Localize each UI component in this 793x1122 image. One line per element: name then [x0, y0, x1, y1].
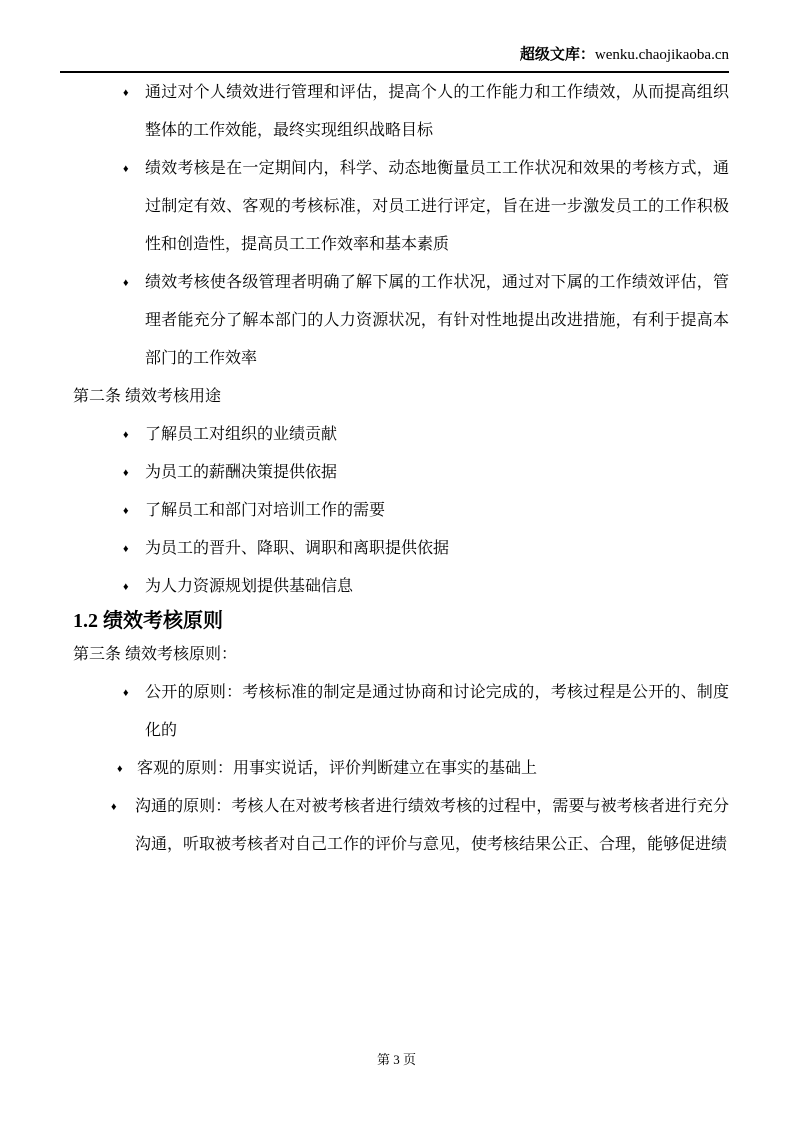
paragraph-text: 公开的原则：考核标准的制定是通过协商和讨论完成的，考核过程是公开的、制度化的 — [145, 684, 729, 739]
diamond-bullet-icon: ♦ — [123, 429, 129, 441]
page-header — [60, 44, 729, 66]
paragraph-text: 客观的原则：用事实说话，评价判断建立在事实的基础上 — [137, 760, 538, 777]
document-body — [73, 74, 729, 864]
list-item — [73, 530, 729, 568]
paragraph-text: 绩效考核使各级管理者明确了解下属的工作状况，通过对下属的工作绩效评估，管理者能充分了解本部门的人力资源状况，有针对性地提出改进措施，有利于提高本部门的工作效率 — [145, 274, 729, 367]
list-item-text: 为员工的晋升、降职、调职和离职提供依据 — [145, 540, 450, 557]
intro-bullet-paragraph — [73, 150, 729, 264]
diamond-bullet-icon: ♦ — [123, 467, 129, 479]
site-name-label: 超级文库： — [519, 46, 595, 63]
article2-heading: 第二条 绩效考核用途 — [73, 388, 222, 405]
paragraph-text: 绩效考核是在一定期间内，科学、动态地衡量员工工作状况和效果的考核方式，通过制定有效、客观的考核标准，对员工进行评定，旨在进一步激发员工的工作积极性和创造性，提高员工工作效率和基本素质 — [145, 160, 729, 253]
intro-bullet-paragraph — [73, 264, 729, 378]
list-item — [73, 416, 729, 454]
intro-bullet-paragraph — [73, 74, 729, 150]
section-1-2-heading: 1.2 绩效考核原则 — [73, 610, 223, 632]
principle-bullet-paragraph — [73, 674, 729, 750]
diamond-bullet-icon: ♦ — [123, 163, 129, 175]
paragraph-text: 通过对个人绩效进行管理和评估，提高个人的工作能力和工作绩效，从而提高组织整体的工作效能，最终实现组织战略目标 — [145, 84, 729, 139]
diamond-bullet-icon: ♦ — [123, 277, 129, 289]
site-url-text: wenku.chaojikaoba.cn — [594, 47, 729, 63]
page-number-footer: 第 3 页 — [376, 1052, 416, 1067]
list-item-text: 了解员工和部门对培训工作的需要 — [145, 502, 386, 519]
appraisal-uses-list — [73, 416, 729, 606]
diamond-bullet-icon: ♦ — [123, 505, 129, 517]
header-divider — [60, 71, 729, 73]
diamond-bullet-icon: ♦ — [123, 687, 129, 699]
list-item — [73, 568, 729, 606]
list-item — [73, 492, 729, 530]
diamond-bullet-icon: ♦ — [123, 87, 129, 99]
principle-bullet-paragraph — [73, 788, 729, 864]
list-item — [73, 454, 729, 492]
article3-heading: 第三条 绩效考核原则： — [73, 646, 238, 663]
diamond-bullet-icon: ♦ — [111, 801, 117, 813]
diamond-bullet-icon: ♦ — [123, 581, 129, 593]
list-item-text: 为人力资源规划提供基础信息 — [145, 578, 354, 595]
paragraph-text: 沟通的原则：考核人在对被考核者进行绩效考核的过程中，需要与被考核者进行充分沟通，听取被考核者对自己工作的评价与意见，使考核结果公正、合理，能够促进绩 — [135, 798, 729, 853]
principle-bullet-paragraph — [73, 750, 729, 788]
diamond-bullet-icon: ♦ — [123, 543, 129, 555]
list-item-text: 了解员工对组织的业绩贡献 — [145, 426, 338, 443]
list-item-text: 为员工的薪酬决策提供依据 — [145, 464, 338, 481]
diamond-bullet-icon: ♦ — [117, 763, 123, 775]
